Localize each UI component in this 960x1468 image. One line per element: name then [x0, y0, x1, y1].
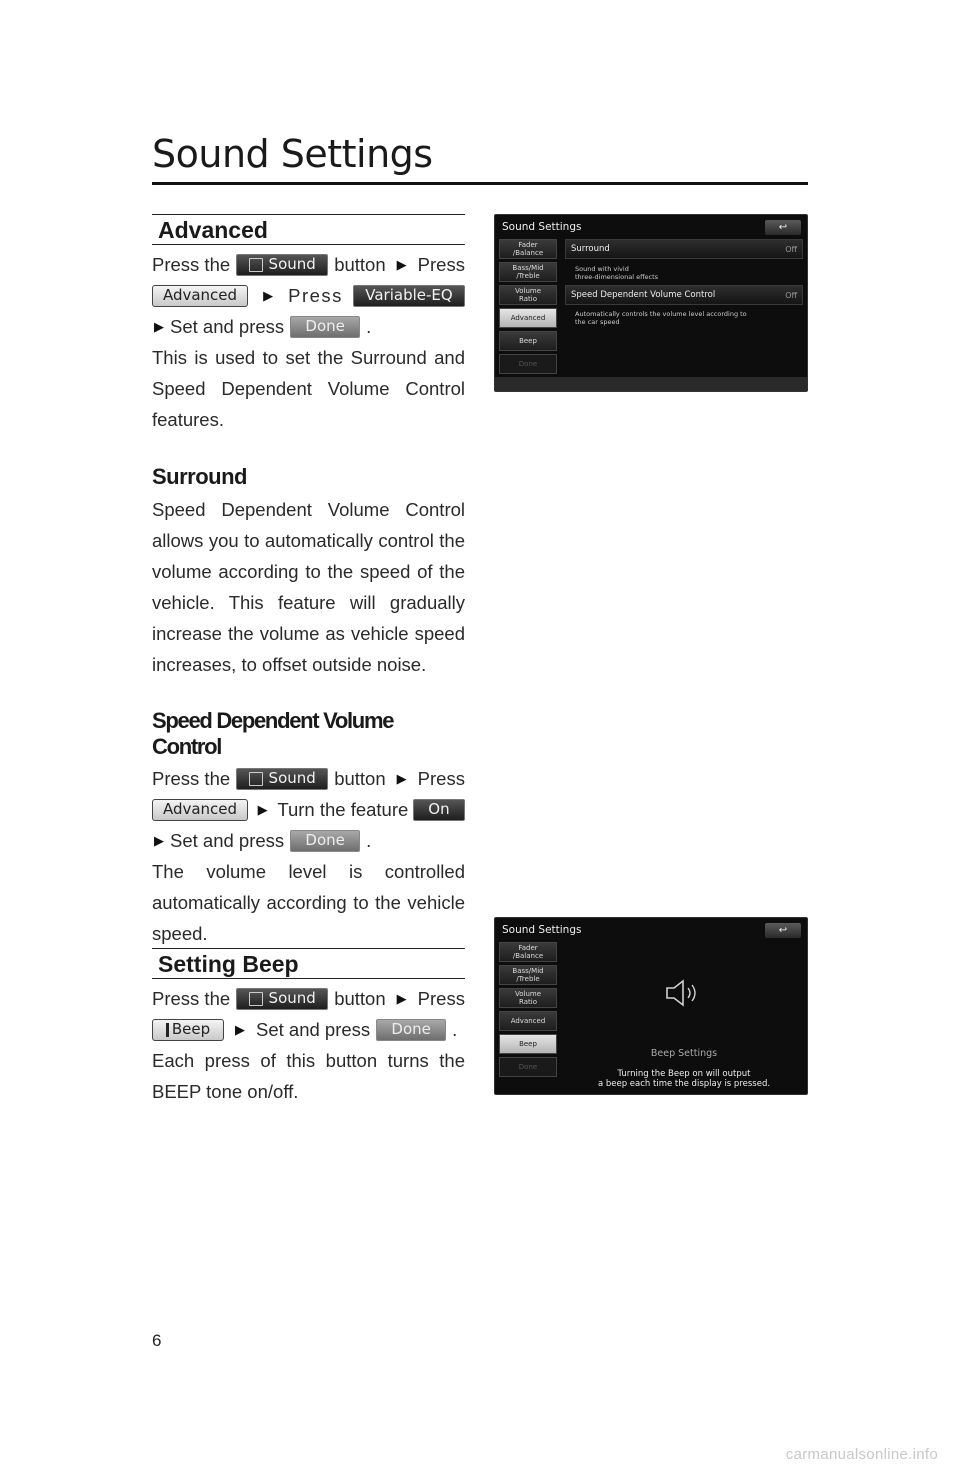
- arrow-icon: ▶: [154, 833, 164, 848]
- menu-item-advanced: Advanced: [499, 1011, 557, 1031]
- sdvc-step-line-2: [152, 794, 465, 825]
- arrow-icon: ▶: [396, 257, 407, 272]
- sdvc-heading: Speed Dependent Volume Control: [152, 708, 394, 759]
- set-and-press-text: Set and press: [170, 316, 285, 337]
- menu-item-fader-balance: Fader /Balance: [499, 239, 557, 259]
- menu-item-beep: Beep: [499, 331, 557, 351]
- set-and-press-text: Set and press: [256, 1019, 371, 1040]
- press-text: Press: [417, 768, 465, 789]
- advanced-heading: Advanced: [152, 214, 465, 245]
- advanced-button-image: Advanced: [152, 285, 248, 307]
- sound-button-image: [236, 768, 328, 790]
- press-text: Press: [417, 254, 465, 275]
- menu-item-volume-ratio: Volume Ratio: [499, 285, 557, 305]
- screen-bottom-bar: [495, 377, 807, 391]
- on-button-image: On: [413, 799, 465, 821]
- press-the-text: Press the: [152, 254, 231, 275]
- press-text: Press: [288, 285, 343, 306]
- arrow-icon: ▶: [396, 991, 407, 1006]
- done-button-image: Done: [376, 1019, 446, 1041]
- beep-section: [152, 948, 465, 1107]
- arrow-icon: ▶: [396, 771, 407, 786]
- sdvc-step-line-1: [152, 763, 465, 794]
- press-text: Press: [417, 988, 465, 1009]
- surround-row-desc: Sound with vivid three-dimensional effects: [575, 265, 659, 281]
- page-number: 6: [152, 1331, 162, 1350]
- surround-description: Speed Dependent Volume Control allows you to automatically control the volume according to the speed of the vehicle. This feature will gradually increase the volume as vehicle speed increases, to offset outside noise.: [152, 499, 465, 675]
- advanced-section: [152, 214, 465, 435]
- sound-button-label: Sound: [268, 255, 316, 273]
- advanced-step-line-1: [152, 249, 465, 280]
- menu-item-advanced: Advanced: [499, 308, 557, 328]
- advanced-step-line-2: [152, 280, 465, 311]
- surround-row-value: Off: [785, 244, 797, 254]
- sdvc-row-desc: Automatically controls the volume level according to the car speed: [575, 310, 747, 326]
- period-text: .: [366, 830, 372, 851]
- beep-step-line-2: [152, 1014, 465, 1045]
- menu-item-bass-mid-treble: Bass/Mid /Treble: [499, 262, 557, 282]
- beep-heading: Setting Beep: [152, 948, 465, 979]
- sdvc-step-line-3: [152, 825, 465, 856]
- menu-item-fader-balance: Fader /Balance: [499, 942, 557, 962]
- sound-button-label: Sound: [268, 989, 316, 1007]
- button-text: button: [334, 988, 386, 1009]
- done-button-image: Done: [290, 316, 360, 338]
- done-button-image: Done: [290, 830, 360, 852]
- menu-item-volume-ratio: Volume Ratio: [499, 988, 557, 1008]
- indicator-icon: [166, 1023, 169, 1037]
- screenshot-beep: [494, 917, 808, 1095]
- screen-title: Sound Settings: [502, 924, 582, 936]
- menu-item-beep: Beep: [499, 1034, 557, 1054]
- menu-item-bass-mid-treble: Bass/Mid /Treble: [499, 965, 557, 985]
- advanced-button-image: Advanced: [152, 799, 248, 821]
- title-rule: [152, 182, 808, 185]
- period-text: .: [366, 316, 372, 337]
- speaker-icon: [249, 772, 263, 786]
- press-the-text: Press the: [152, 988, 231, 1009]
- screenshot-advanced: [494, 214, 808, 392]
- button-text: button: [334, 254, 386, 275]
- surround-heading: Surround: [152, 464, 247, 489]
- sdvc-row-value: Off: [785, 290, 797, 300]
- beep-button-label: Beep: [171, 1020, 211, 1038]
- sound-button-image: [236, 254, 328, 276]
- arrow-icon: ▶: [235, 1022, 245, 1037]
- screen-menu: [499, 239, 557, 377]
- surround-section: [152, 464, 465, 680]
- variable-eq-button-image: Variable-EQ: [353, 285, 465, 307]
- arrow-icon: ▶: [257, 802, 268, 817]
- sound-button-image: [236, 988, 328, 1010]
- speaker-icon: [249, 992, 263, 1006]
- surround-row-label: Surround: [571, 244, 610, 254]
- speaker-icon: [249, 258, 263, 272]
- screen-title: Sound Settings: [502, 221, 582, 233]
- sdvc-description: The volume level is controlled automatically according to the vehicle speed.: [152, 861, 465, 944]
- back-icon: ↩: [765, 220, 801, 235]
- period-text: .: [452, 1019, 458, 1040]
- screen-menu: [499, 942, 557, 1080]
- button-text: button: [334, 768, 386, 789]
- sound-button-label: Sound: [268, 769, 316, 787]
- beep-settings-panel: [565, 942, 803, 1090]
- beep-settings-text: Turning the Beep on will output a beep each time the display is pressed.: [597, 1069, 771, 1089]
- menu-item-done: Done: [499, 1057, 557, 1077]
- advanced-description: This is used to set the Surround and Speed Dependent Volume Control features.: [152, 347, 465, 430]
- beep-settings-title: Beep Settings: [650, 1048, 718, 1059]
- page-title: Sound Settings: [152, 132, 433, 176]
- turn-the-feature-text: Turn the feature: [277, 799, 409, 820]
- arrow-icon: ▶: [154, 319, 164, 334]
- press-the-text: Press the: [152, 768, 231, 789]
- sdvc-row-label: Speed Dependent Volume Control: [571, 290, 716, 300]
- surround-row: [565, 239, 803, 259]
- watermark: carmanualsonline.info: [785, 1446, 938, 1463]
- beep-step-line-1: [152, 983, 465, 1014]
- speaker-icon: [665, 978, 699, 1008]
- beep-button-image: [152, 1019, 224, 1041]
- menu-item-done: Done: [499, 354, 557, 374]
- sdvc-section: [152, 708, 465, 949]
- advanced-step-line-3: [152, 311, 465, 342]
- back-icon: ↩: [765, 923, 801, 938]
- set-and-press-text: Set and press: [170, 830, 285, 851]
- beep-description: Each press of this button turns the BEEP tone on/off.: [152, 1050, 465, 1102]
- sdvc-row: [565, 285, 803, 305]
- arrow-icon: ▶: [263, 288, 274, 303]
